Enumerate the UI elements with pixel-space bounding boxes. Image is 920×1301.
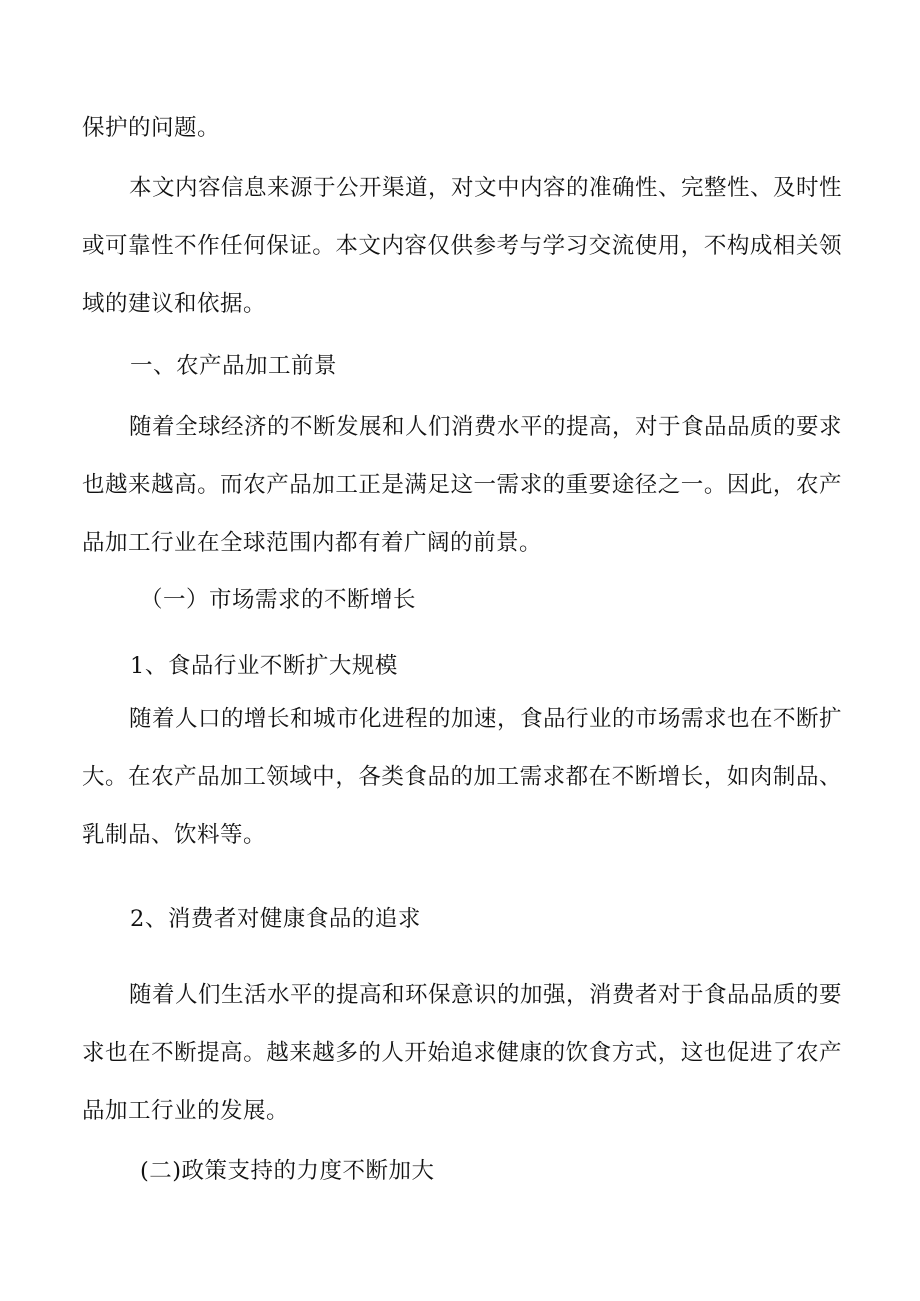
- prospect-paragraph: 随着全球经济的不断发展和人们消费水平的提高，对于食品品质的要求也越来越高。而农产品加工正是满足这一需求的重要途径之一。因此，农产品加工行业在全球范围内都有着广阔的前景。: [82, 414, 843, 556]
- subsection-heading-1: （一）市场需求的不断增长: [140, 587, 417, 613]
- item-heading-2: 2、消费者对健康食品的追求: [130, 906, 421, 932]
- subsection-heading-2: (二)政策支持的力度不断加大: [140, 1158, 435, 1184]
- item-heading-1: 1、食品行业不断扩大规模: [130, 653, 398, 679]
- paragraph-continuation: 保护的问题。: [82, 115, 221, 141]
- health-food-paragraph: 随着人们生活水平的提高和环保意识的加强，消费者对于食品品质的要求也在不断提高。越来越多的人开始追求健康的饮食方式，这也促进了农产品加工行业的发展。: [82, 982, 843, 1124]
- section-heading-1: 一、农产品加工前景: [130, 353, 338, 379]
- disclaimer-paragraph: 本文内容信息来源于公开渠道，对文中内容的准确性、完整性、及时性或可靠性不作任何保证。本文内容仅供参考与学习交流使用，不构成相关领域的建议和依据。: [82, 175, 843, 317]
- food-industry-paragraph: 随着人口的增长和城市化进程的加速，食品行业的市场需求也在不断扩大。在农产品加工领域中，各类食品的加工需求都在不断增长，如肉制品、乳制品、饮料等。: [82, 706, 843, 848]
